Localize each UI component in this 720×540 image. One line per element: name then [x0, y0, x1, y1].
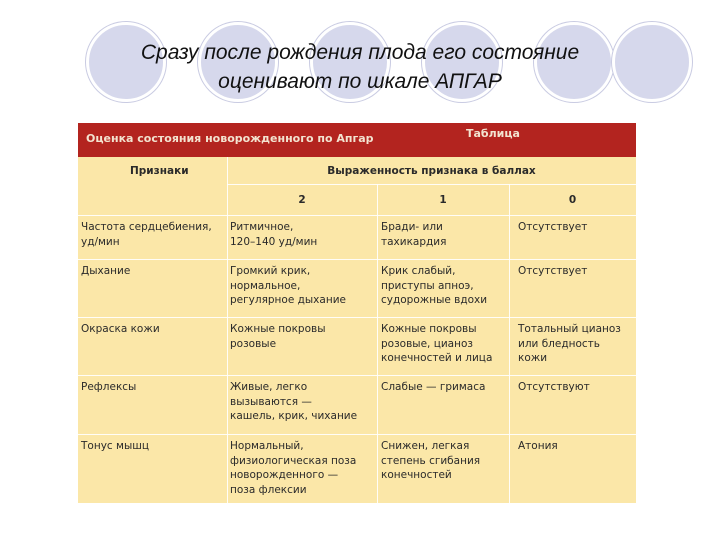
table-caption: Оценка состояния новорожденного по Апгар: [86, 132, 374, 145]
row-4-score-2: Нормальный, физиологическая поза новорожденного — поза флексии: [230, 440, 357, 496]
row-2-sign: Окраска кожи: [81, 323, 160, 335]
grid-line: [227, 184, 636, 185]
grid-line: [509, 184, 510, 503]
row-0-sign: Частота сердцебиения, уд/мин: [81, 221, 212, 248]
header-signs: Признаки: [130, 165, 189, 177]
slide-title-line1: Сразу после рождения плода его состояние: [140, 41, 580, 64]
row-3-score-1: Слабые — гримаса: [381, 381, 486, 393]
grid-line: [227, 157, 228, 503]
row-4-score-0: Атония: [518, 440, 558, 452]
row-4-sign: Тонус мышц: [81, 440, 149, 452]
header-score-1: 1: [439, 194, 447, 206]
row-2-score-1: Кожные покровы розовые, цианоз конечностей и лица: [381, 323, 493, 364]
row-0-score-0: Отсутствует: [518, 221, 588, 233]
table-label: Таблица: [466, 127, 520, 140]
table-header-bar: [78, 123, 636, 157]
grid-line: [78, 434, 636, 435]
row-4-score-1: Снижен, легкая степень сгибания конечностей: [381, 440, 481, 481]
apgar-table: [78, 123, 636, 503]
grid-line: [78, 317, 636, 318]
header-score-group: Выраженность признака в баллах: [327, 165, 536, 177]
row-3-score-0: Отсутствуют: [518, 381, 590, 393]
grid-line: [78, 259, 636, 260]
slide-title: [60, 38, 660, 96]
header-score-2: 2: [298, 194, 306, 206]
slide-title-line2: оценивают по шкале АПГАР: [218, 70, 502, 93]
grid-line: [78, 215, 636, 216]
row-1-sign: Дыхание: [81, 265, 131, 277]
header-score-0: 0: [568, 194, 577, 206]
row-2-score-0: Тотальный цианоз или бледность кожи: [518, 323, 621, 364]
grid-line: [78, 375, 636, 376]
row-1-score-2: Громкий крик, нормальное, регулярное дыхание: [230, 265, 346, 306]
row-1-score-1: Крик слабый, приступы апноэ, судорожные вдохи: [381, 265, 488, 306]
table-grid: [78, 157, 636, 503]
row-0-score-2: Ритмичное, 120–140 уд/мин: [230, 221, 318, 248]
row-3-sign: Рефлексы: [81, 381, 137, 393]
row-3-score-2: Живые, легко вызываются — кашель, крик, чихание: [230, 381, 358, 422]
grid-line: [377, 184, 378, 503]
row-1-score-0: Отсутствует: [518, 265, 588, 277]
row-2-score-2: Кожные покровы розовые: [230, 323, 326, 350]
row-0-score-1: Бради- или тахикардия: [381, 221, 447, 248]
